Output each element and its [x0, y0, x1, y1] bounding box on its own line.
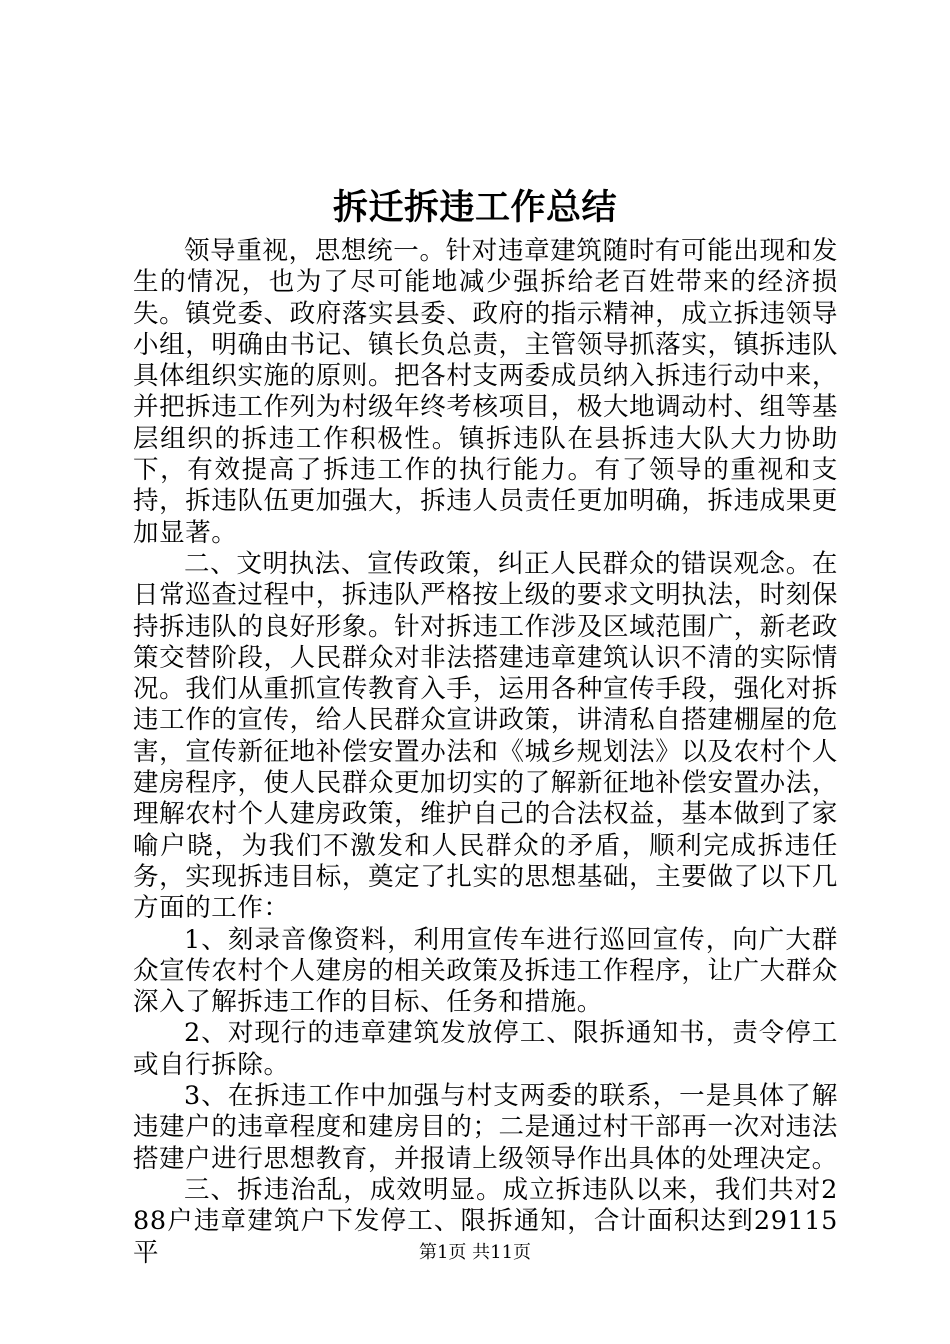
paragraph-2: 二、文明执法、宣传政策，纠正人民群众的错误观念。在日常巡查过程中，拆违队严格按上级的要求文明执法，时刻保持拆违队的良好形象。针对拆违工作涉及区域范围广，新老政策交替阶段，人民群众对非法搭建违章建筑认识不清的实际情况。我们从重抓宣传教育入手，运用各种宣传手段，强化对拆违工作的宣传，给人民群众宣讲政策，讲清私自搭建棚屋的危害，宣传新征地补偿安置办法和《城乡规划法》以及农村个人建房程序，使人民群众更加切实的了解新征地补偿安置办法，理解农村个人建房政策，维护自己的合法权益，基本做到了家喻户晓，为我们不激发和人民群众的矛盾，顺利完成拆违任务，实现拆违目标，奠定了扎实的思想基础，主要做了以下几方面的工作：	[133, 548, 838, 924]
paragraph-5: 3、在拆违工作中加强与村支两委的联系，一是具体了解违建户的违章程度和建房目的；二是通过村干部再一次对违法搭建户进行思想教育，并报请上级领导作出具体的处理决定。	[133, 1081, 838, 1174]
document-body	[133, 236, 838, 1269]
page-number-footer: 第1页 共11页	[418, 1242, 532, 1263]
document-title: 拆迁拆违工作总结	[332, 187, 617, 228]
paragraph-3: 1、刻录音像资料，利用宣传车进行巡回宣传，向广大群众宣传农村个人建房的相关政策及拆违工作程序，让广大群众深入了解拆违工作的目标、任务和措施。	[133, 924, 838, 1018]
paragraph-1: 领导重视，思想统一。针对违章建筑随时有可能出现和发生的情况，也为了尽可能地减少强拆给老百姓带来的经济损失。镇党委、政府落实县委、政府的指示精神，成立拆违领导小组，明确由书记、镇长负总责，主管领导抓落实，镇拆违队具体组织实施的原则。把各村支两委成员纳入拆违行动中来，并把拆违工作列为村级年终考核项目，极大地调动村、组等基层组织的拆违工作积极性。镇拆违队在县拆违大队大力协助下，有效提高了拆违工作的执行能力。有了领导的重视和支持，拆违队伍更加强大，拆违人员责任更加明确，拆违成果更加显著。	[133, 236, 838, 548]
paragraph-4: 2、对现行的违章建筑发放停工、限拆通知书，责令停工或自行拆除。	[133, 1018, 838, 1080]
paragraph-6: 三、拆违治乱，成效明显。成立拆违队以来，我们共对288户违章建筑户下发停工、限拆通知，合计面积达到29115平	[133, 1174, 838, 1268]
